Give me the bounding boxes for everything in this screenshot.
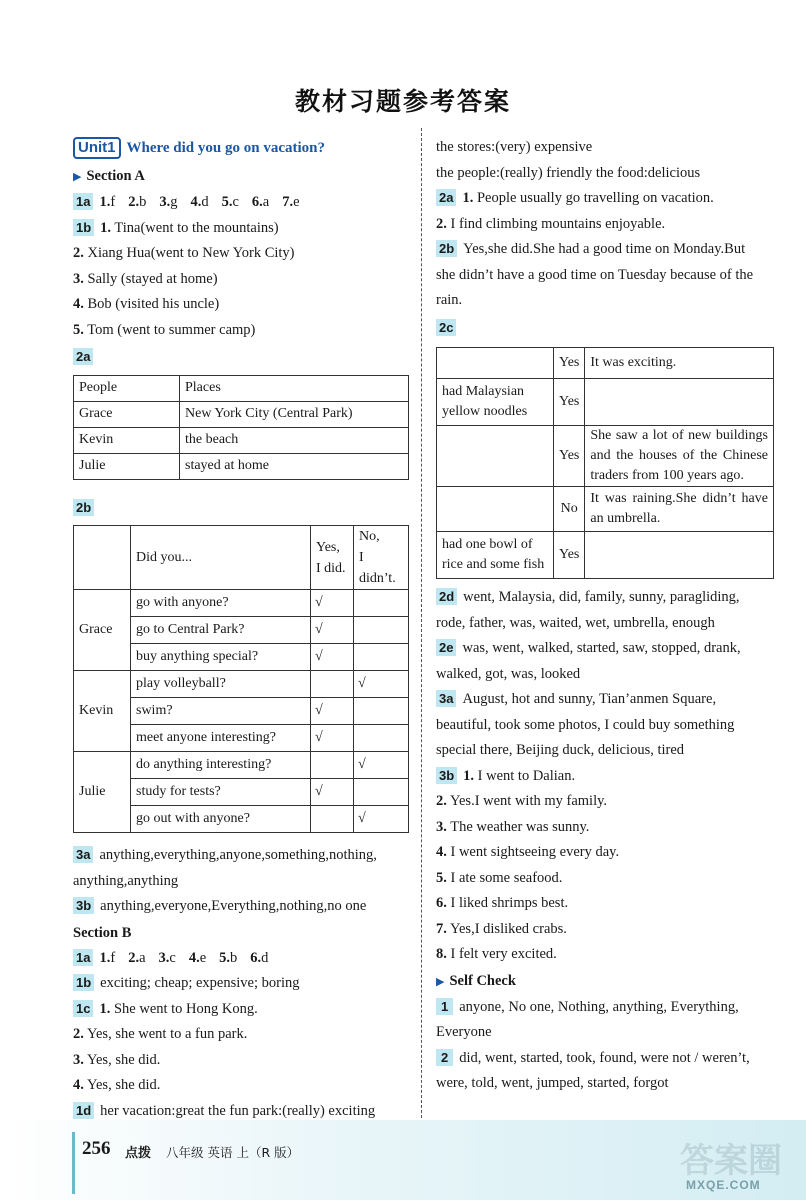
- question-cell: study for tests?: [131, 779, 311, 806]
- answer-cell: Yes: [554, 532, 585, 579]
- table-row: [437, 532, 774, 579]
- a-3a-answers: 3a anything,everything,anyone,something,nothing, anything,anything: [73, 847, 377, 889]
- table-row: [437, 487, 774, 532]
- question-cell: swim?: [131, 698, 311, 725]
- table-2b: [73, 525, 409, 833]
- page-number: 256: [82, 1138, 111, 1159]
- b-2b-answers: 2b Yes,she did.She had a good time on Monday.But she didn’t have a good time on Tuesday because of the rain.: [436, 241, 754, 308]
- yes-cell: √: [311, 779, 354, 806]
- reason-cell: [585, 532, 774, 579]
- activity-cell: had one bowl of rice and some fish: [437, 532, 554, 579]
- question-cell: do anything interesting?: [131, 752, 311, 779]
- answer-item: 2.a: [128, 949, 146, 966]
- section-a-heading: ▶ Section A: [73, 168, 145, 184]
- answer-tag: 2d: [436, 588, 457, 605]
- page-title: 教材习题参考答案: [294, 87, 511, 116]
- answer-tag: 2b: [73, 499, 94, 516]
- answer-tag: 2e: [436, 639, 456, 656]
- question-cell: play volleyball?: [131, 671, 311, 698]
- b-3a-answers: 3a August, hot and sunny, Tian’anmen Square, beautiful, took some photos, I could buy something special there, Beijing duck, delicious, tired: [436, 691, 735, 758]
- no-cell: [354, 725, 409, 752]
- a-3b-answers: 3b anything,everyone,Everything,nothing,no one: [73, 894, 411, 920]
- answer-item: 4.e: [188, 949, 207, 966]
- left-column: [73, 135, 411, 1124]
- answer-tag: 1a: [73, 949, 93, 966]
- unit-title: Where did you go on vacation?: [126, 140, 325, 156]
- no-cell: [354, 617, 409, 644]
- b-2e-answers: 2e was, went, walked, started, saw, stopped, drank, walked, got, was, looked: [436, 640, 741, 682]
- answer-tag: 3b: [436, 767, 457, 784]
- b-1c-answers: 1c 1. She went to Hong Kong. 2. Yes, she went to a fun park. 3. Yes, she did. 4. Yes, she did.: [73, 1000, 258, 1093]
- table-row: [437, 379, 774, 426]
- right-column: [436, 135, 776, 1097]
- b-1b-answers: 1b exciting; cheap; expensive; boring: [73, 971, 411, 997]
- b-2d-answers: 2d went, Malaysia, did, family, sunny, paragliding, rode, father, was, waited, wet, umbrella, enough: [436, 589, 740, 631]
- answer-item: 5.b: [219, 949, 238, 966]
- b-1d-continued: the stores:(very) expensive: [436, 139, 593, 155]
- answer-item: 6.a: [251, 194, 270, 210]
- yes-cell: √: [311, 644, 354, 671]
- answer-cell: Yes: [554, 379, 585, 426]
- table-row: [74, 752, 409, 779]
- answer-tag: 2c: [436, 319, 456, 336]
- answer-item: 2.b: [128, 194, 147, 210]
- reason-cell: It was exciting.: [585, 348, 774, 379]
- self-check-2-answers: 2 did, went, started, took, found, were not / weren’t, were, told, went, jumped, started, forgot: [436, 1049, 750, 1091]
- answer-tag: 1c: [73, 1000, 93, 1017]
- answer-tag: 3a: [73, 846, 93, 863]
- table-row: [437, 426, 774, 487]
- answer-cell: Yes: [554, 426, 585, 487]
- yes-cell: √: [311, 725, 354, 752]
- answer-tag: 1d: [73, 1102, 94, 1119]
- answer-cell: No: [554, 487, 585, 532]
- answer-tag: 3a: [436, 690, 456, 707]
- table-row: People Places: [74, 375, 409, 401]
- b-3b-answers: 3b 1. I went to Dalian. 2. Yes.I went with my family. 3. The weather was sunny. 4. I went sightseeing every day. 5. I ate some seafood. 6. I liked shrimps best. 7. Yes,I disliked crabs. 8. I felt very excited.: [436, 767, 620, 962]
- question-cell: meet anyone interesting?: [131, 725, 311, 752]
- b-1a-answers: [73, 946, 411, 972]
- answer-tag: 2: [436, 1049, 453, 1066]
- answer-tag: 1b: [73, 974, 94, 991]
- column-divider: [421, 128, 422, 1128]
- unit-badge: Unit1: [73, 137, 121, 159]
- table-row: Did you... Yes, I did. No, I didn’t.: [74, 526, 409, 590]
- question-cell: buy anything special?: [131, 644, 311, 671]
- answer-item: 7.e: [282, 194, 300, 210]
- yes-cell: [311, 806, 354, 833]
- activity-cell: [437, 426, 554, 487]
- answer-item: 6.d: [250, 949, 269, 966]
- no-cell: √: [354, 671, 409, 698]
- self-check-1-answers: 1 anyone, No one, Nothing, anything, Everything, Everyone: [436, 998, 739, 1040]
- answer-item: 5.c: [221, 194, 239, 210]
- yes-cell: √: [311, 617, 354, 644]
- yes-cell: [311, 752, 354, 779]
- question-cell: go out with anyone?: [131, 806, 311, 833]
- question-cell: go to Central Park?: [131, 617, 311, 644]
- brand-logo: 点拨: [125, 1146, 152, 1161]
- reason-cell: It was raining.She didn’t have an umbrella.: [585, 487, 774, 532]
- answer-tag: 1: [436, 998, 453, 1015]
- b-1d-continued: the people:(really) friendly the food:delicious: [436, 164, 701, 181]
- answer-cell: Yes: [554, 348, 585, 379]
- triangle-icon: ▶: [436, 975, 445, 988]
- answer-item: 3.c: [158, 949, 176, 966]
- b-1d-answers: 1d her vacation:great the fun park:(really) exciting: [73, 1099, 411, 1125]
- answer-tag: 2b: [436, 240, 457, 257]
- answer-item: 1.f: [99, 949, 116, 966]
- answer-tag: 2a: [73, 348, 93, 365]
- triangle-icon: ▶: [73, 171, 82, 183]
- self-check-heading: ▶ Self Check: [436, 972, 516, 989]
- table-2c: [436, 347, 774, 579]
- yes-cell: √: [311, 698, 354, 725]
- answer-item: 4.d: [190, 194, 209, 210]
- table-row: Julie stayed at home: [74, 453, 409, 479]
- answer-tag: 2a: [436, 189, 456, 206]
- table-row: Kevin the beach: [74, 427, 409, 453]
- no-cell: √: [354, 752, 409, 779]
- reason-cell: She saw a lot of new buildings and the houses of the Chinese traders from 100 years ago.: [585, 426, 774, 487]
- unit-heading: [73, 135, 411, 161]
- answer-item: 1.f: [99, 194, 116, 210]
- answer-tag: 1b: [73, 219, 94, 236]
- footer-bar: [72, 1132, 75, 1194]
- answer-item: 3.g: [159, 194, 178, 210]
- reason-cell: [585, 379, 774, 426]
- a-1a-answers: [73, 190, 411, 216]
- activity-cell: had Malaysian yellow noodles: [437, 379, 554, 426]
- yes-cell: [311, 671, 354, 698]
- section-b-heading: Section B: [73, 924, 132, 941]
- no-cell: [354, 590, 409, 617]
- table-row: [74, 671, 409, 698]
- b-2a-answers: 2a 1. People usually go travelling on vacation. 2. I find climbing mountains enjoyable.: [436, 190, 714, 232]
- book-series: 八年级 英语 上（R 版）: [166, 1145, 300, 1160]
- table-row: [74, 590, 409, 617]
- activity-cell: [437, 348, 554, 379]
- a-1b-answers: 1b 1. Tina(went to the mountains) 2. Xiang Hua(went to New York City) 3. Sally (stayed at home) 4. Bob (visited his uncle) 5. Tom (went to summer camp): [73, 219, 295, 338]
- person-cell: Kevin: [74, 671, 131, 752]
- watermark-text: 答案圈: [680, 1141, 782, 1181]
- answer-tag: 1a: [73, 193, 93, 210]
- no-cell: [354, 779, 409, 806]
- no-cell: [354, 698, 409, 725]
- person-cell: Grace: [74, 590, 131, 671]
- yes-cell: √: [311, 590, 354, 617]
- table-row: Grace New York City (Central Park): [74, 401, 409, 427]
- no-cell: √: [354, 806, 409, 833]
- question-cell: go with anyone?: [131, 590, 311, 617]
- watermark-url: MXQE.COM: [686, 1178, 761, 1192]
- no-cell: [354, 644, 409, 671]
- person-cell: Julie: [74, 752, 131, 833]
- answer-tag: 3b: [73, 897, 94, 914]
- activity-cell: [437, 487, 554, 532]
- table-row: [437, 348, 774, 379]
- table-2a: [73, 375, 409, 480]
